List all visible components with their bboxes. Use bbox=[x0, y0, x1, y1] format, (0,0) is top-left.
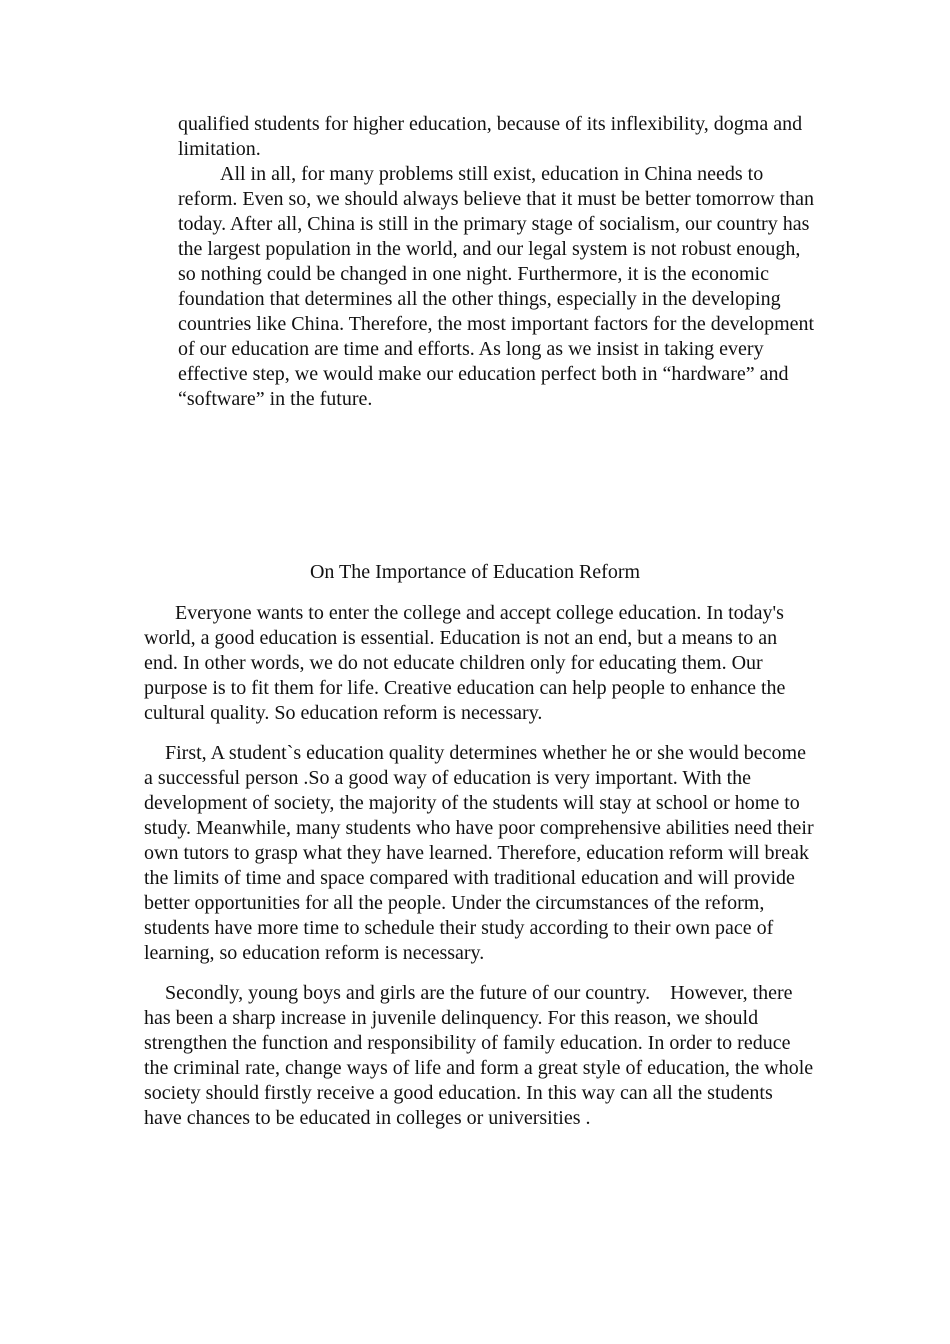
essay-paragraph-intro: Everyone wants to enter the college and accept college education. In today's world, a good education is essential. Education is not an end, but a means to an end. In other words, we do not educate children only for educating them. Our purpose is to fit them for life. Creative education can help people to enhance the cultural quality. So education reform is necessary. bbox=[144, 602, 786, 724]
essay-paragraph-first: First, A student`s education quality determines whether he or she would become a successful person .So a good way of education is very important. With the development of society, the majority of the students will stay at school or home to study. Meanwhile, many students who have poor comprehensive abilities need their own tutors to grasp what they have learned. Therefore, education reform will break the limits of time and space compared with traditional education and will provide better opportunities for all the people. Under the circumstances of the reform, students have more time to schedule their study according to their own pace of learning, so education reform is necessary. bbox=[144, 742, 814, 964]
essay-body bbox=[144, 601, 814, 1146]
continuation-section bbox=[178, 112, 818, 412]
continuation-paragraph: qualified students for higher education, because of its inflexibility, dogma and limitation. bbox=[178, 113, 803, 160]
essay-title: On The Importance of Education Reform bbox=[309, 561, 641, 583]
essay-paragraph-second: Secondly, young boys and girls are the future of our country. However, there has been a sharp increase in juvenile delinquency. For this reason, we should strengthen the function and responsibility of family education. In order to reduce the criminal rate, change ways of life and form a great style of education, the whole society should firstly receive a good education. In this way can all the students have chances to be educated in colleges or universities . bbox=[144, 982, 814, 1129]
conclusion-paragraph: All in all, for many problems still exist, education in China needs to reform. Even so, we should always believe that it must be better tomorrow than today. After all, China is still in the primary stage of socialism, our country has the largest population in the world, and our legal system is not robust enough, so nothing could be changed in one night. Furthermore, it is the economic foundation that determines all the other things, especially in the developing countries like China. Therefore, the most important factors for the development of our education are time and efforts. As long as we insist in taking every effective step, we would make our education perfect both in “hardware” and “software” in the future. bbox=[178, 163, 815, 410]
